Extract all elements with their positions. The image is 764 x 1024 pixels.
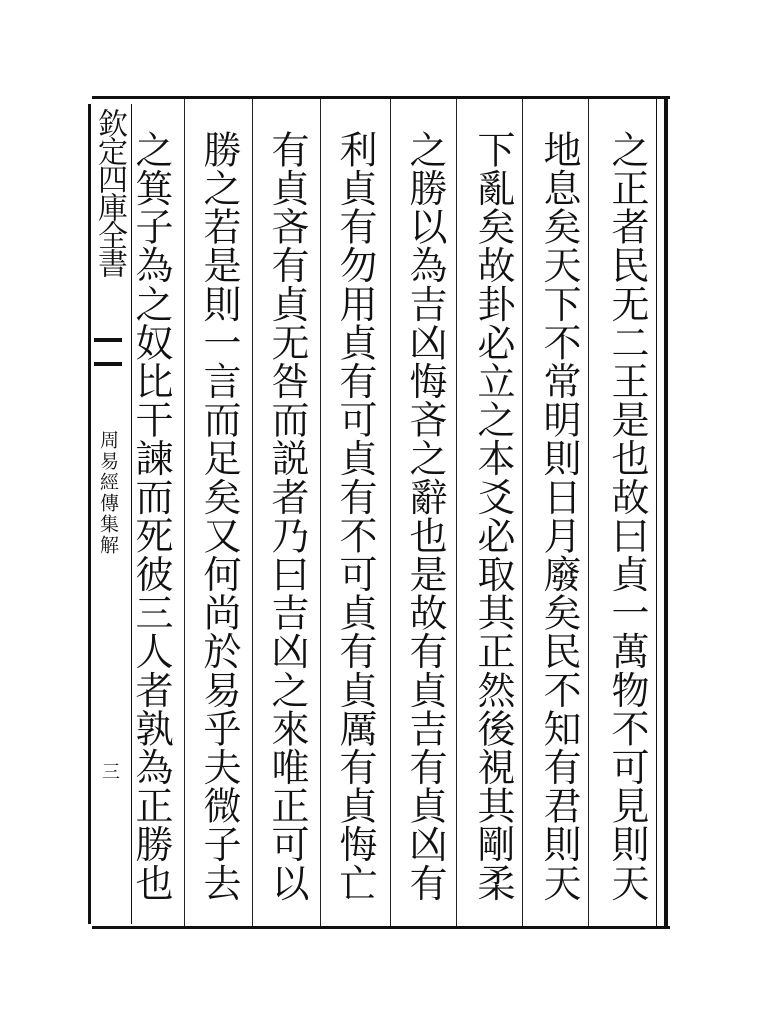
frame-right-inner-border [656,96,657,929]
chapter-title: 周易經傳集解 [97,430,119,556]
frame-right-border [664,96,668,929]
column-rule [588,99,589,926]
text-column-4: 之勝以為吉凶悔吝之辭也是故有貞吉有貞凶有 [403,130,447,902]
text-column-2: 地息矣天下不常明則日月廢矣民不知有君則天 [537,130,581,902]
text-column-1: 之正者民无二王是也故曰貞一萬物不可見則天 [605,130,649,902]
column-rule [390,99,391,926]
book-title: 欽定四庫全書 [92,108,127,276]
text-column-6: 有貞吝有貞无咎而説者乃曰吉凶之來唯正可以 [265,130,309,902]
column-rule [184,99,185,926]
column-rule [252,99,253,926]
frame-bottom-border [92,926,670,929]
fishtail-ornament [94,338,122,366]
column-rule [522,99,523,926]
text-column-3: 下亂矣故卦必立之本爻必取其正然後視其剛柔 [471,130,515,902]
frame-top-border [92,96,670,99]
column-rule [456,99,457,926]
page-number: 三 [99,762,120,780]
column-rule [320,99,321,926]
text-column-5: 利貞有勿用貞有可貞有不可貞有貞厲有貞悔亡 [333,130,377,902]
text-column-8: 之箕子為之奴比干諫而死彼三人者孰為正勝也 [129,130,173,902]
text-column-7: 勝之若是則一言而足矣又何尚於易乎夫微子去 [197,130,241,902]
